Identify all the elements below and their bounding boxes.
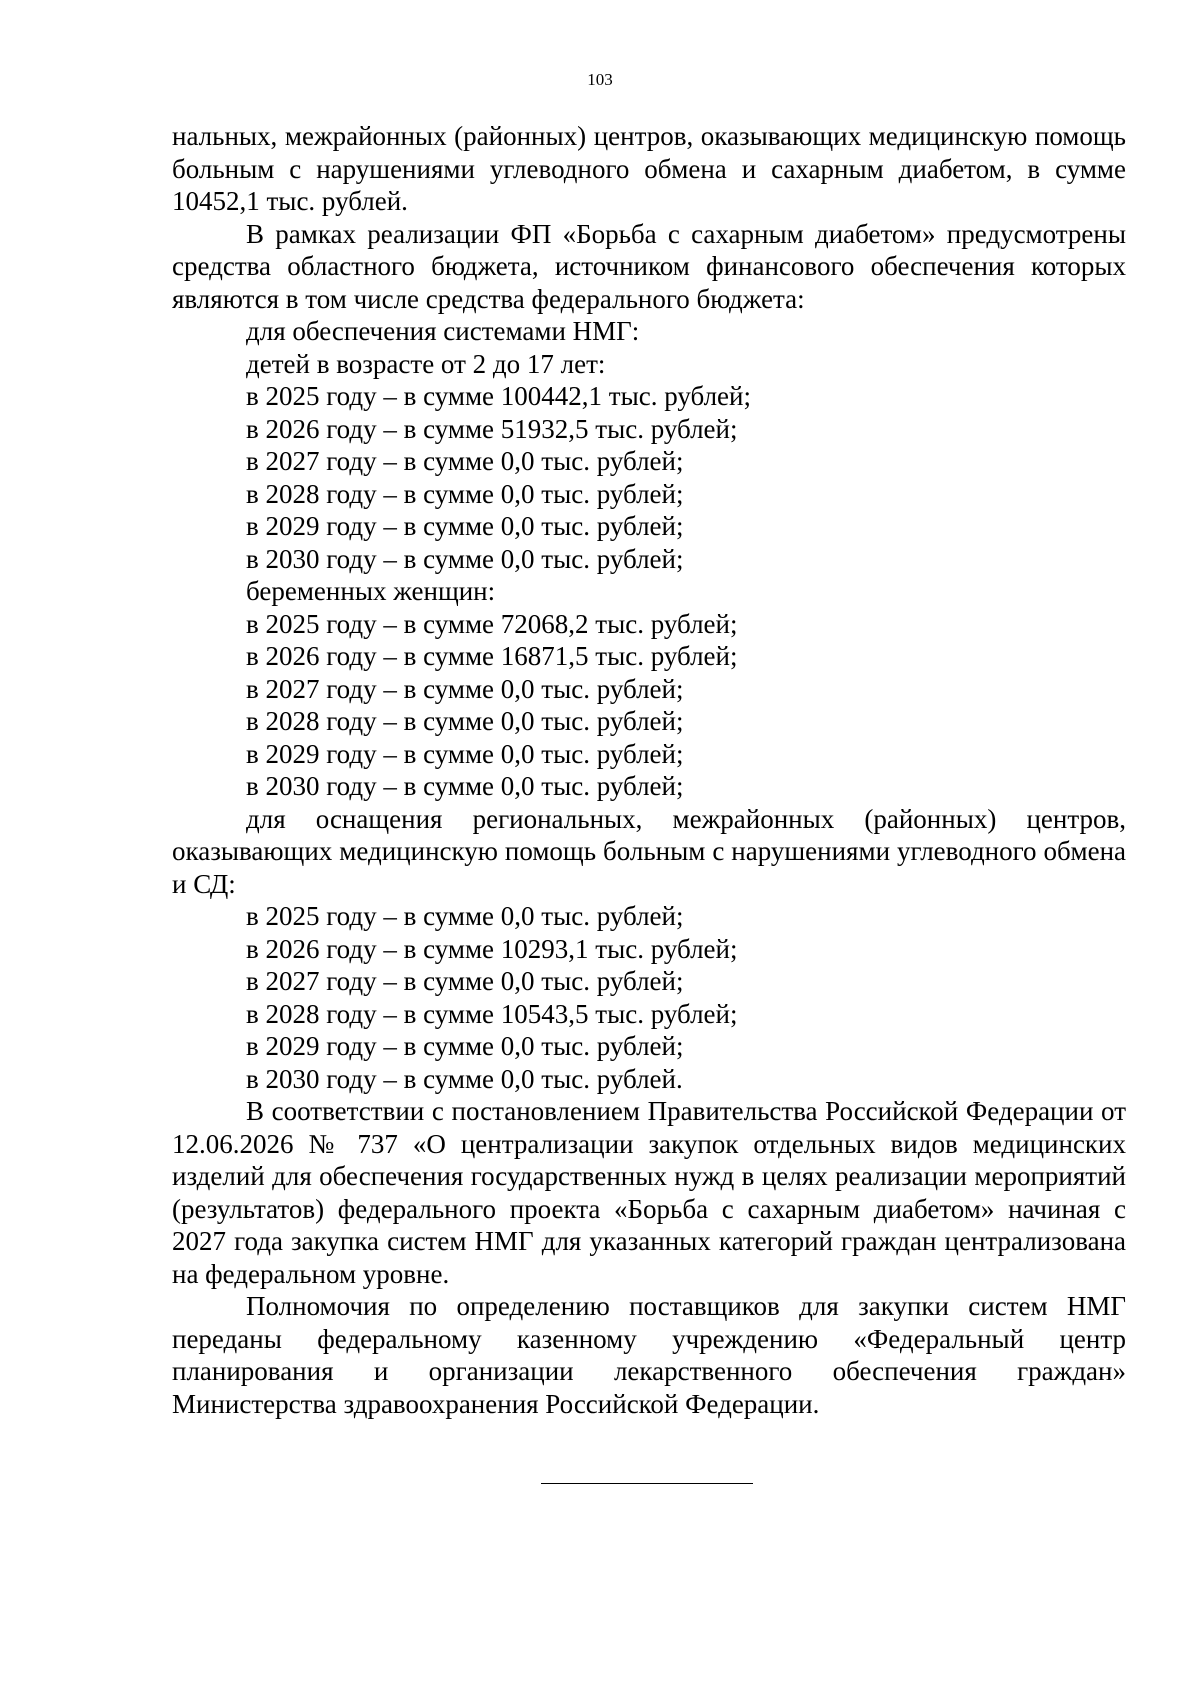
list-item: в 2026 году – в сумме 10293,1 тыс. рублей; [246, 933, 738, 964]
paragraph-funding-intro: В рамках реализации ФП «Борьба с сахарным диабетом» предусмотрены средства областного бюджета, источником финансового обеспечения которых являются в том числе средства федерального бюджета: [172, 218, 1126, 314]
list-item: в 2028 году – в сумме 10543,5 тыс. рублей; [246, 998, 738, 1029]
list-item: в 2025 году – в сумме 0,0 тыс. рублей; [246, 901, 684, 931]
list-item: в 2030 году – в сумме 0,0 тыс. рублей; [246, 771, 684, 801]
list-item: в 2027 году – в сумме 0,0 тыс. рублей; [246, 966, 684, 996]
paragraph-continuation: нальных, межрайонных (районных) центров, оказывающих медицинскую помощь больным с нарушениями углеводного обмена и сахарным диабетом, в сумме 10452,1 тыс. рублей. [172, 121, 1126, 216]
list-item: в 2027 году – в сумме 0,0 тыс. рублей; [246, 673, 684, 704]
list-item: в 2028 году – в сумме 0,0 тыс. рублей; [246, 478, 684, 509]
list-heading-pregnant: беременных женщин: [246, 576, 496, 606]
list-item: в 2027 году – в сумме 0,0 тыс. рублей; [246, 446, 684, 476]
list-item: в 2030 году – в сумме 0,0 тыс. рублей; [246, 543, 684, 574]
end-divider [541, 1483, 753, 1484]
document-body [172, 120, 1126, 1420]
list-item: в 2028 году – в сумме 0,0 тыс. рублей; [246, 706, 684, 736]
page-number: 103 [587, 70, 613, 89]
list-item: в 2029 году – в сумме 0,0 тыс. рублей; [246, 511, 684, 541]
list-heading-children: детей в возрасте от 2 до 17 лет: [246, 348, 606, 379]
list-item: в 2029 году – в сумме 0,0 тыс. рублей; [246, 738, 684, 769]
list-item: в 2025 году – в сумме 100442,1 тыс. рублей; [246, 381, 751, 411]
paragraph-decree: В соответствии с постановлением Правительства Российской Федерации от 12.06.2026 № 737 «О централизации закупок отдельных видов медицинских изделий для обеспечения государственных нужд в целях реализации мероприятий (результатов) федерального проекта «Борьба с сахарным диабетом» начиная с 2027 года закупка систем НМГ для указанных категорий граждан централизована на федеральном уровне. [172, 1096, 1126, 1289]
list-item: в 2025 году – в сумме 72068,2 тыс. рублей; [246, 608, 738, 639]
list-heading-equipment: для оснащения региональных, межрайонных (районных) центров, оказывающих медицинскую помощь больным с нарушениями углеводного обмена и СД: [172, 803, 1126, 899]
list-item: в 2030 году – в сумме 0,0 тыс. рублей. [246, 1063, 683, 1094]
list-heading-nmg: для обеспечения системами НМГ: [246, 316, 640, 346]
list-item: в 2026 году – в сумме 51932,5 тыс. рублей; [246, 413, 738, 444]
list-item: в 2026 году – в сумме 16871,5 тыс. рублей; [246, 641, 738, 671]
paragraph-powers: Полномочия по определению поставщиков для закупки систем НМГ переданы федеральному казенному учреждению «Федеральный центр планирования и организации лекарственного обеспечения граждан» Министерства здравоохранения Российской Федерации. [172, 1291, 1126, 1419]
list-item: в 2029 году – в сумме 0,0 тыс. рублей; [246, 1031, 684, 1061]
